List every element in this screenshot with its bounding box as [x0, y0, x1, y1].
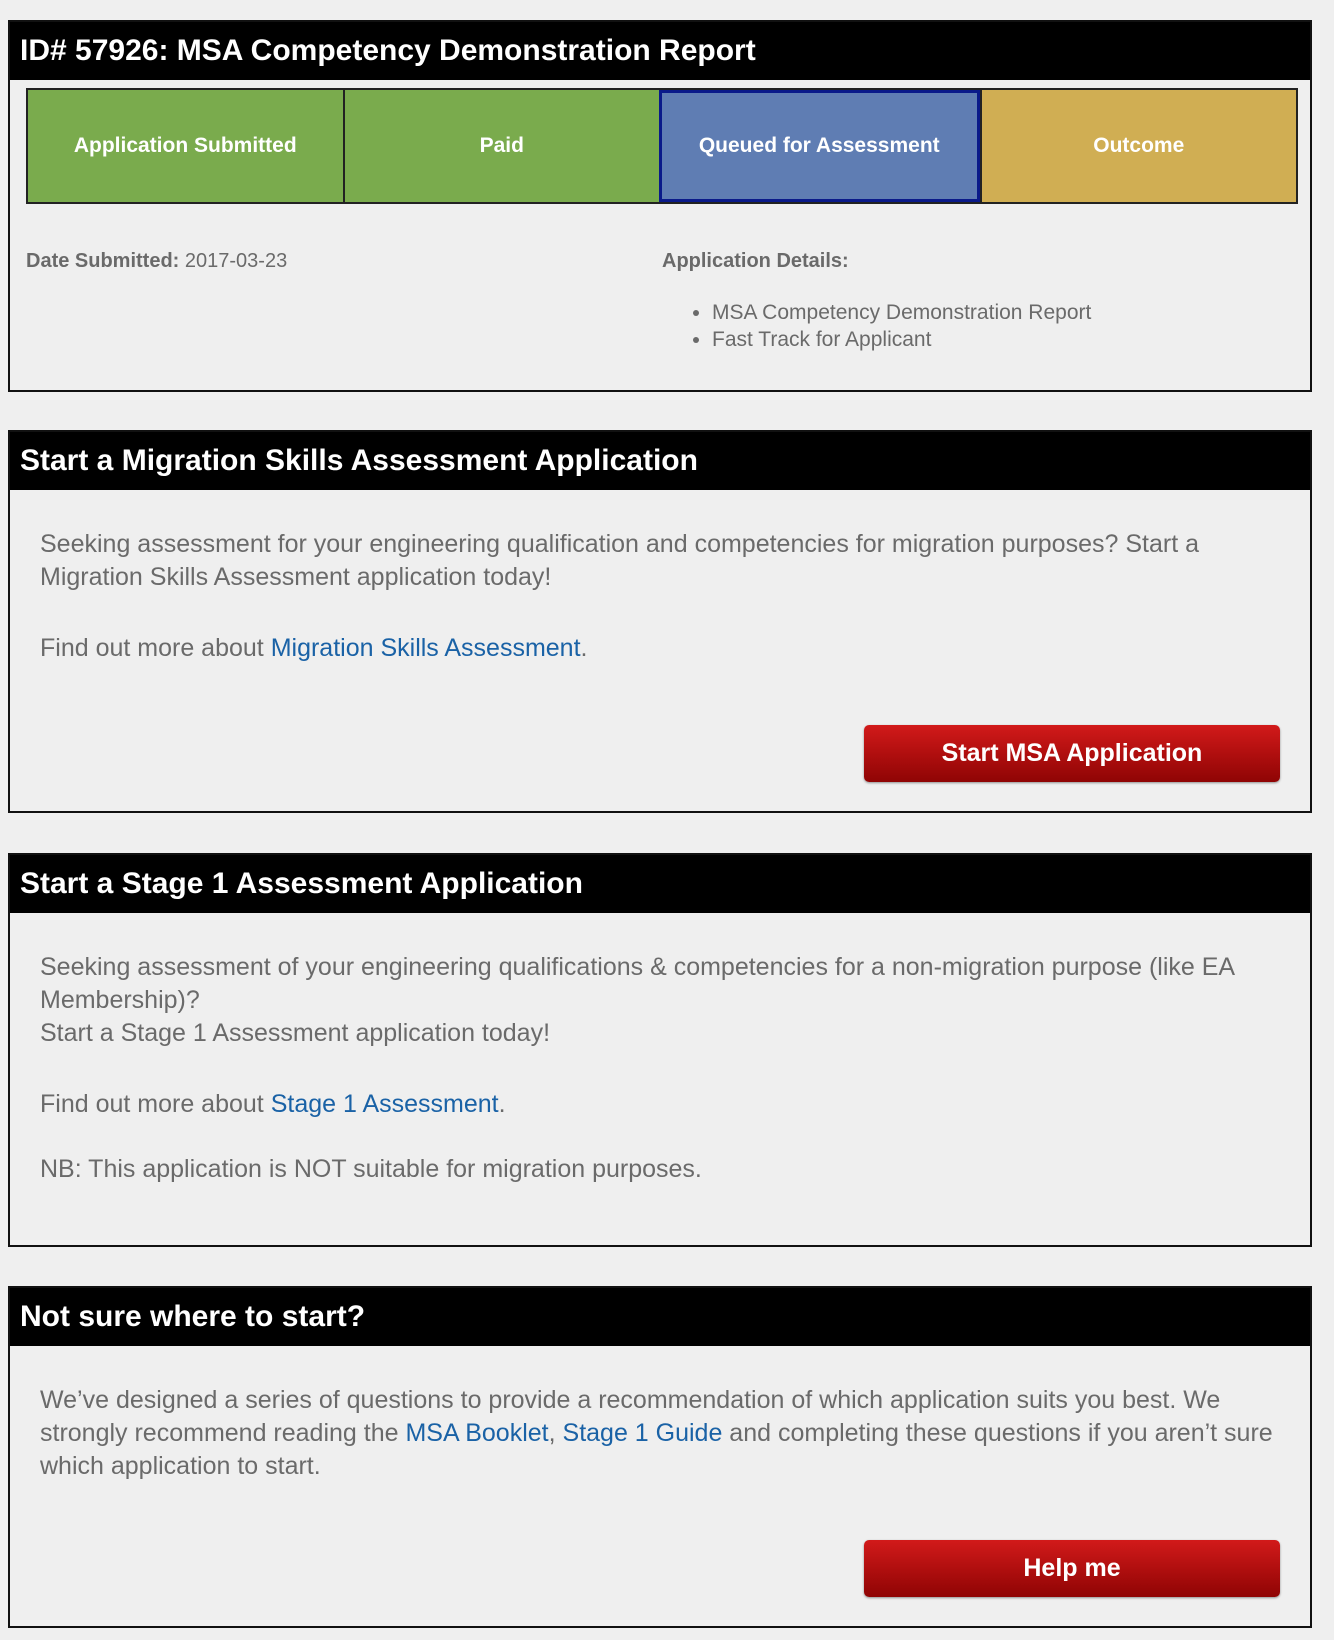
- msa-more-info: [40, 632, 1280, 665]
- stage1-guide-link[interactable]: Stage 1 Guide: [562, 1419, 723, 1447]
- msa-description: Seeking assessment for your engineering qualification and competencies for migration purposes? Start a Migration Skills Assessment application today!: [40, 530, 1199, 591]
- date-submitted-label: Date Submitted:: [26, 250, 180, 272]
- application-panel: [8, 20, 1312, 392]
- stage1-title: Start a Stage 1 Assessment Application: [10, 855, 1310, 913]
- msa-panel: [8, 430, 1312, 813]
- msa-more-prefix: Find out more about: [40, 634, 271, 662]
- msa-title: Start a Migration Skills Assessment Application: [10, 432, 1310, 490]
- help-me-button[interactable]: Help me: [864, 1540, 1280, 1597]
- help-separator: ,: [548, 1419, 563, 1447]
- date-submitted: [26, 250, 287, 273]
- help-body: [40, 1384, 1280, 1483]
- step-paid: Paid: [343, 90, 660, 202]
- msa-body: [40, 528, 1280, 665]
- progress-steps: [26, 88, 1298, 204]
- application-details-label: Application Details:: [662, 250, 849, 272]
- list-item: • MSA Competency Demonstration Report: [712, 299, 1091, 326]
- stage1-more-info: [40, 1088, 1280, 1121]
- application-details: [662, 250, 1091, 353]
- stage1-call-to-action: Start a Stage 1 Assessment application today!: [40, 1019, 551, 1047]
- msa-more-suffix: .: [580, 634, 588, 662]
- step-outcome: Outcome: [980, 90, 1297, 202]
- help-title: Not sure where to start?: [10, 1288, 1310, 1346]
- step-application-submitted: Application Submitted: [28, 90, 343, 202]
- date-submitted-value: 2017-03-23: [184, 250, 288, 272]
- application-title: ID# 57926: MSA Competency Demonstration Report: [10, 22, 1310, 80]
- stage1-more-suffix: .: [498, 1090, 506, 1118]
- step-queued-for-assessment: Queued for Assessment: [659, 90, 980, 202]
- stage1-description: Seeking assessment of your engineering qualifications & competencies for a non-migration purpose (like EA Membership)?: [40, 953, 1234, 1014]
- stage1-info-link[interactable]: Stage 1 Assessment: [270, 1090, 499, 1118]
- list-item: • Fast Track for Applicant: [712, 326, 1091, 353]
- help-text-b: and completing these questions if you aren’t sure which application to start.: [40, 1419, 1273, 1480]
- msa-info-link[interactable]: Migration Skills Assessment: [270, 634, 581, 662]
- stage1-note: NB: This application is NOT suitable for migration purposes.: [40, 1155, 702, 1183]
- application-details-list: [662, 299, 1091, 353]
- stage1-more-prefix: Find out more about: [40, 1090, 271, 1118]
- help-panel: [8, 1286, 1312, 1628]
- help-description: [40, 1384, 1280, 1483]
- start-msa-button[interactable]: Start MSA Application: [864, 725, 1280, 782]
- stage1-panel: [8, 853, 1312, 1247]
- help-text-a: We’ve designed a series of questions to provide a recommendation of which application suits you best. We strongly recommend reading the: [40, 1386, 1221, 1447]
- msa-booklet-link[interactable]: MSA Booklet: [405, 1419, 549, 1447]
- stage1-body: [40, 951, 1280, 1186]
